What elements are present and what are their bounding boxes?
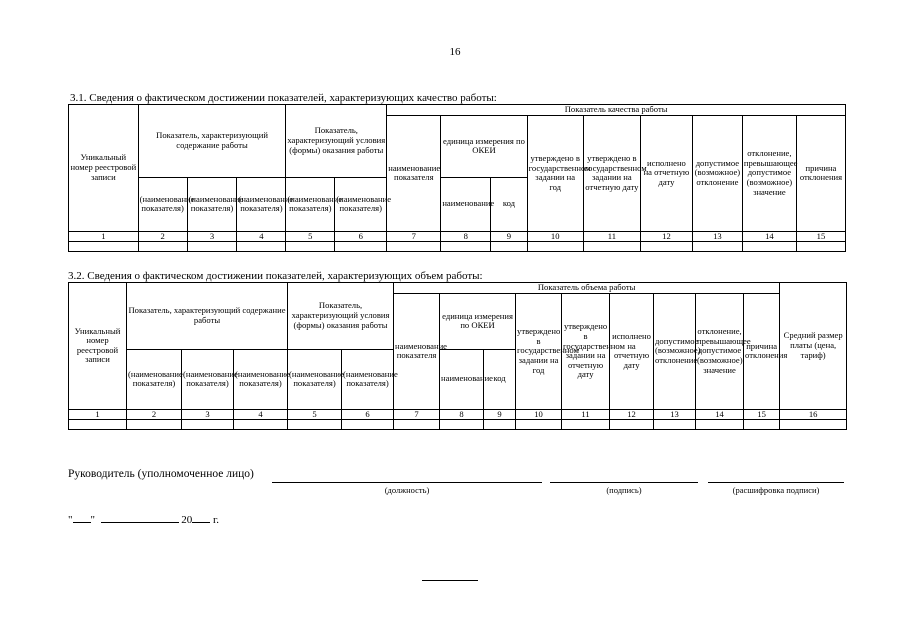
column-number: 8 (440, 409, 484, 419)
date-day-field[interactable] (73, 512, 91, 523)
header-cell: код (491, 177, 527, 231)
header-cell: допустимое (возможное) отклонение (692, 115, 742, 231)
header-cell: Уникальный номер реестровой записи (69, 105, 139, 232)
column-number: 7 (394, 409, 440, 419)
column-number: 8 (441, 231, 491, 241)
data-cell[interactable] (744, 419, 780, 429)
header-cell: (наименование показателя) (234, 349, 288, 409)
data-cell[interactable] (742, 241, 796, 251)
column-number: 5 (286, 231, 335, 241)
header-cell: (наименование показателя) (138, 177, 187, 231)
signature-decoding-caption: (расшифровка подписи) (732, 485, 820, 495)
column-number: 13 (654, 409, 696, 419)
bottom-rule (422, 580, 478, 581)
header-cell: (наименование показателя) (237, 177, 286, 231)
data-cell[interactable] (610, 419, 654, 429)
data-cell[interactable] (69, 241, 139, 251)
data-cell[interactable] (796, 241, 845, 251)
header-cell: причина отклонения (744, 293, 780, 409)
header-cell: единица измерения по ОКЕИ (440, 293, 516, 349)
header-cell: наименование показателя (387, 115, 441, 231)
date-month-field[interactable] (101, 512, 179, 523)
column-number-row (69, 409, 847, 419)
column-number: 9 (484, 409, 516, 419)
data-cell[interactable] (288, 419, 342, 429)
column-number: 6 (342, 409, 394, 419)
column-number: 12 (640, 231, 692, 241)
header-cell: исполнено на отчетную дату (640, 115, 692, 231)
column-number: 1 (69, 409, 127, 419)
data-cell[interactable] (692, 241, 742, 251)
column-number: 10 (527, 231, 583, 241)
data-cell[interactable] (237, 241, 286, 251)
header-cell: наименование (440, 349, 484, 409)
header-cell: наименование показателя (394, 293, 440, 409)
data-cell[interactable] (234, 419, 288, 429)
table1-title: 3.1. Сведения о фактическом достижении показателей, характеризующих качество работы: (70, 92, 497, 104)
data-cell[interactable] (182, 419, 234, 429)
table2-title: 3.2. Сведения о фактическом достижении показателей, характеризующих объем работы: (68, 270, 483, 282)
column-number: 4 (237, 231, 286, 241)
empty-data-row (69, 419, 847, 429)
data-cell[interactable] (138, 241, 187, 251)
header-row (69, 283, 847, 294)
date-line (68, 512, 219, 526)
date-year-prefix: 20 (181, 514, 193, 526)
column-number: 13 (692, 231, 742, 241)
position-line[interactable] (272, 482, 542, 483)
column-number: 15 (796, 231, 845, 241)
header-cell: единица измерения по ОКЕИ (441, 115, 527, 177)
header-cell: утверждено в государственном задании на отчетную дату (583, 115, 640, 231)
header-cell: Средний размер платы (цена, тариф) (780, 283, 847, 410)
data-cell[interactable] (342, 419, 394, 429)
header-row (69, 105, 846, 116)
header-cell: Показатель, характеризующий содержание работы (127, 283, 288, 350)
data-cell[interactable] (654, 419, 696, 429)
data-cell[interactable] (696, 419, 744, 429)
page-number: 16 (449, 46, 461, 58)
column-number: 12 (610, 409, 654, 419)
date-year-field[interactable] (192, 512, 210, 523)
header-cell: исполнено на отчетную дату (610, 293, 654, 409)
data-cell[interactable] (387, 241, 441, 251)
data-cell[interactable] (127, 419, 182, 429)
header-cell: наименование (441, 177, 491, 231)
column-number: 2 (138, 231, 187, 241)
signature-label: Руководитель (уполномоченное лицо) (68, 468, 254, 480)
header-cell: (наименование показателя) (187, 177, 237, 231)
column-number: 14 (742, 231, 796, 241)
signature-line[interactable] (550, 482, 698, 483)
data-cell[interactable] (69, 419, 127, 429)
data-cell[interactable] (562, 419, 610, 429)
header-cell: Уникальный номер реестровой записи (69, 283, 127, 410)
header-cell: (наименование показателя) (286, 177, 335, 231)
header-cell: утверждено в государственном задании на год (527, 115, 583, 231)
data-cell[interactable] (394, 419, 440, 429)
header-cell: Показатель, характеризующий содержание работы (138, 105, 286, 178)
header-cell: отклонение, превышающее допустимое (возможное) значение (742, 115, 796, 231)
column-number: 9 (491, 231, 527, 241)
column-number: 15 (744, 409, 780, 419)
header-cell: Показатель, характеризующий условия (формы) оказания работы (288, 283, 394, 350)
column-number: 16 (780, 409, 847, 419)
data-cell[interactable] (516, 419, 562, 429)
data-cell[interactable] (583, 241, 640, 251)
header-cell: (наименование показателя) (335, 177, 387, 231)
header-cell: (наименование показателя) (182, 349, 234, 409)
volume-indicators-table (68, 282, 847, 430)
header-cell: допустимое (возможное) отклонение (654, 293, 696, 409)
header-cell: Показатель объема работы (394, 283, 780, 294)
data-cell[interactable] (527, 241, 583, 251)
header-cell: Показатель качества работы (387, 105, 846, 116)
data-cell[interactable] (640, 241, 692, 251)
column-number: 11 (583, 231, 640, 241)
data-cell[interactable] (335, 241, 387, 251)
header-cell: (наименование показателя) (342, 349, 394, 409)
column-number: 3 (182, 409, 234, 419)
position-caption: (должность) (384, 485, 430, 495)
empty-data-row (69, 241, 846, 251)
quality-indicators-table (68, 104, 846, 252)
header-cell: (наименование показателя) (127, 349, 182, 409)
signature-caption: (подпись) (606, 485, 642, 495)
header-cell: утверждено в государственном задании на год (516, 293, 562, 409)
column-number: 10 (516, 409, 562, 419)
column-number-row (69, 231, 846, 241)
column-number: 4 (234, 409, 288, 419)
data-cell[interactable] (441, 241, 491, 251)
header-cell: (наименование показателя) (288, 349, 342, 409)
data-cell[interactable] (484, 419, 516, 429)
header-cell: утверждено в государственном задании на отчетную дату (562, 293, 610, 409)
header-cell: отклонение, превышающее допустимое (возможное) значение (696, 293, 744, 409)
column-number: 11 (562, 409, 610, 419)
column-number: 7 (387, 231, 441, 241)
column-number: 14 (696, 409, 744, 419)
column-number: 3 (187, 231, 237, 241)
column-number: 5 (288, 409, 342, 419)
column-number: 6 (335, 231, 387, 241)
header-cell: причина отклонения (796, 115, 845, 231)
signature-decoding-line[interactable] (708, 482, 844, 483)
date-year-suffix: г. (213, 514, 220, 526)
column-number: 2 (127, 409, 182, 419)
header-cell: Показатель, характеризующий условия (формы) оказания работы (286, 105, 387, 178)
date-open-quote: " (68, 514, 73, 526)
data-cell[interactable] (440, 419, 484, 429)
data-cell[interactable] (286, 241, 335, 251)
data-cell[interactable] (780, 419, 847, 429)
date-close-quote: " (90, 514, 95, 526)
column-number: 1 (69, 231, 139, 241)
header-cell: код (484, 349, 516, 409)
data-cell[interactable] (491, 241, 527, 251)
data-cell[interactable] (187, 241, 237, 251)
